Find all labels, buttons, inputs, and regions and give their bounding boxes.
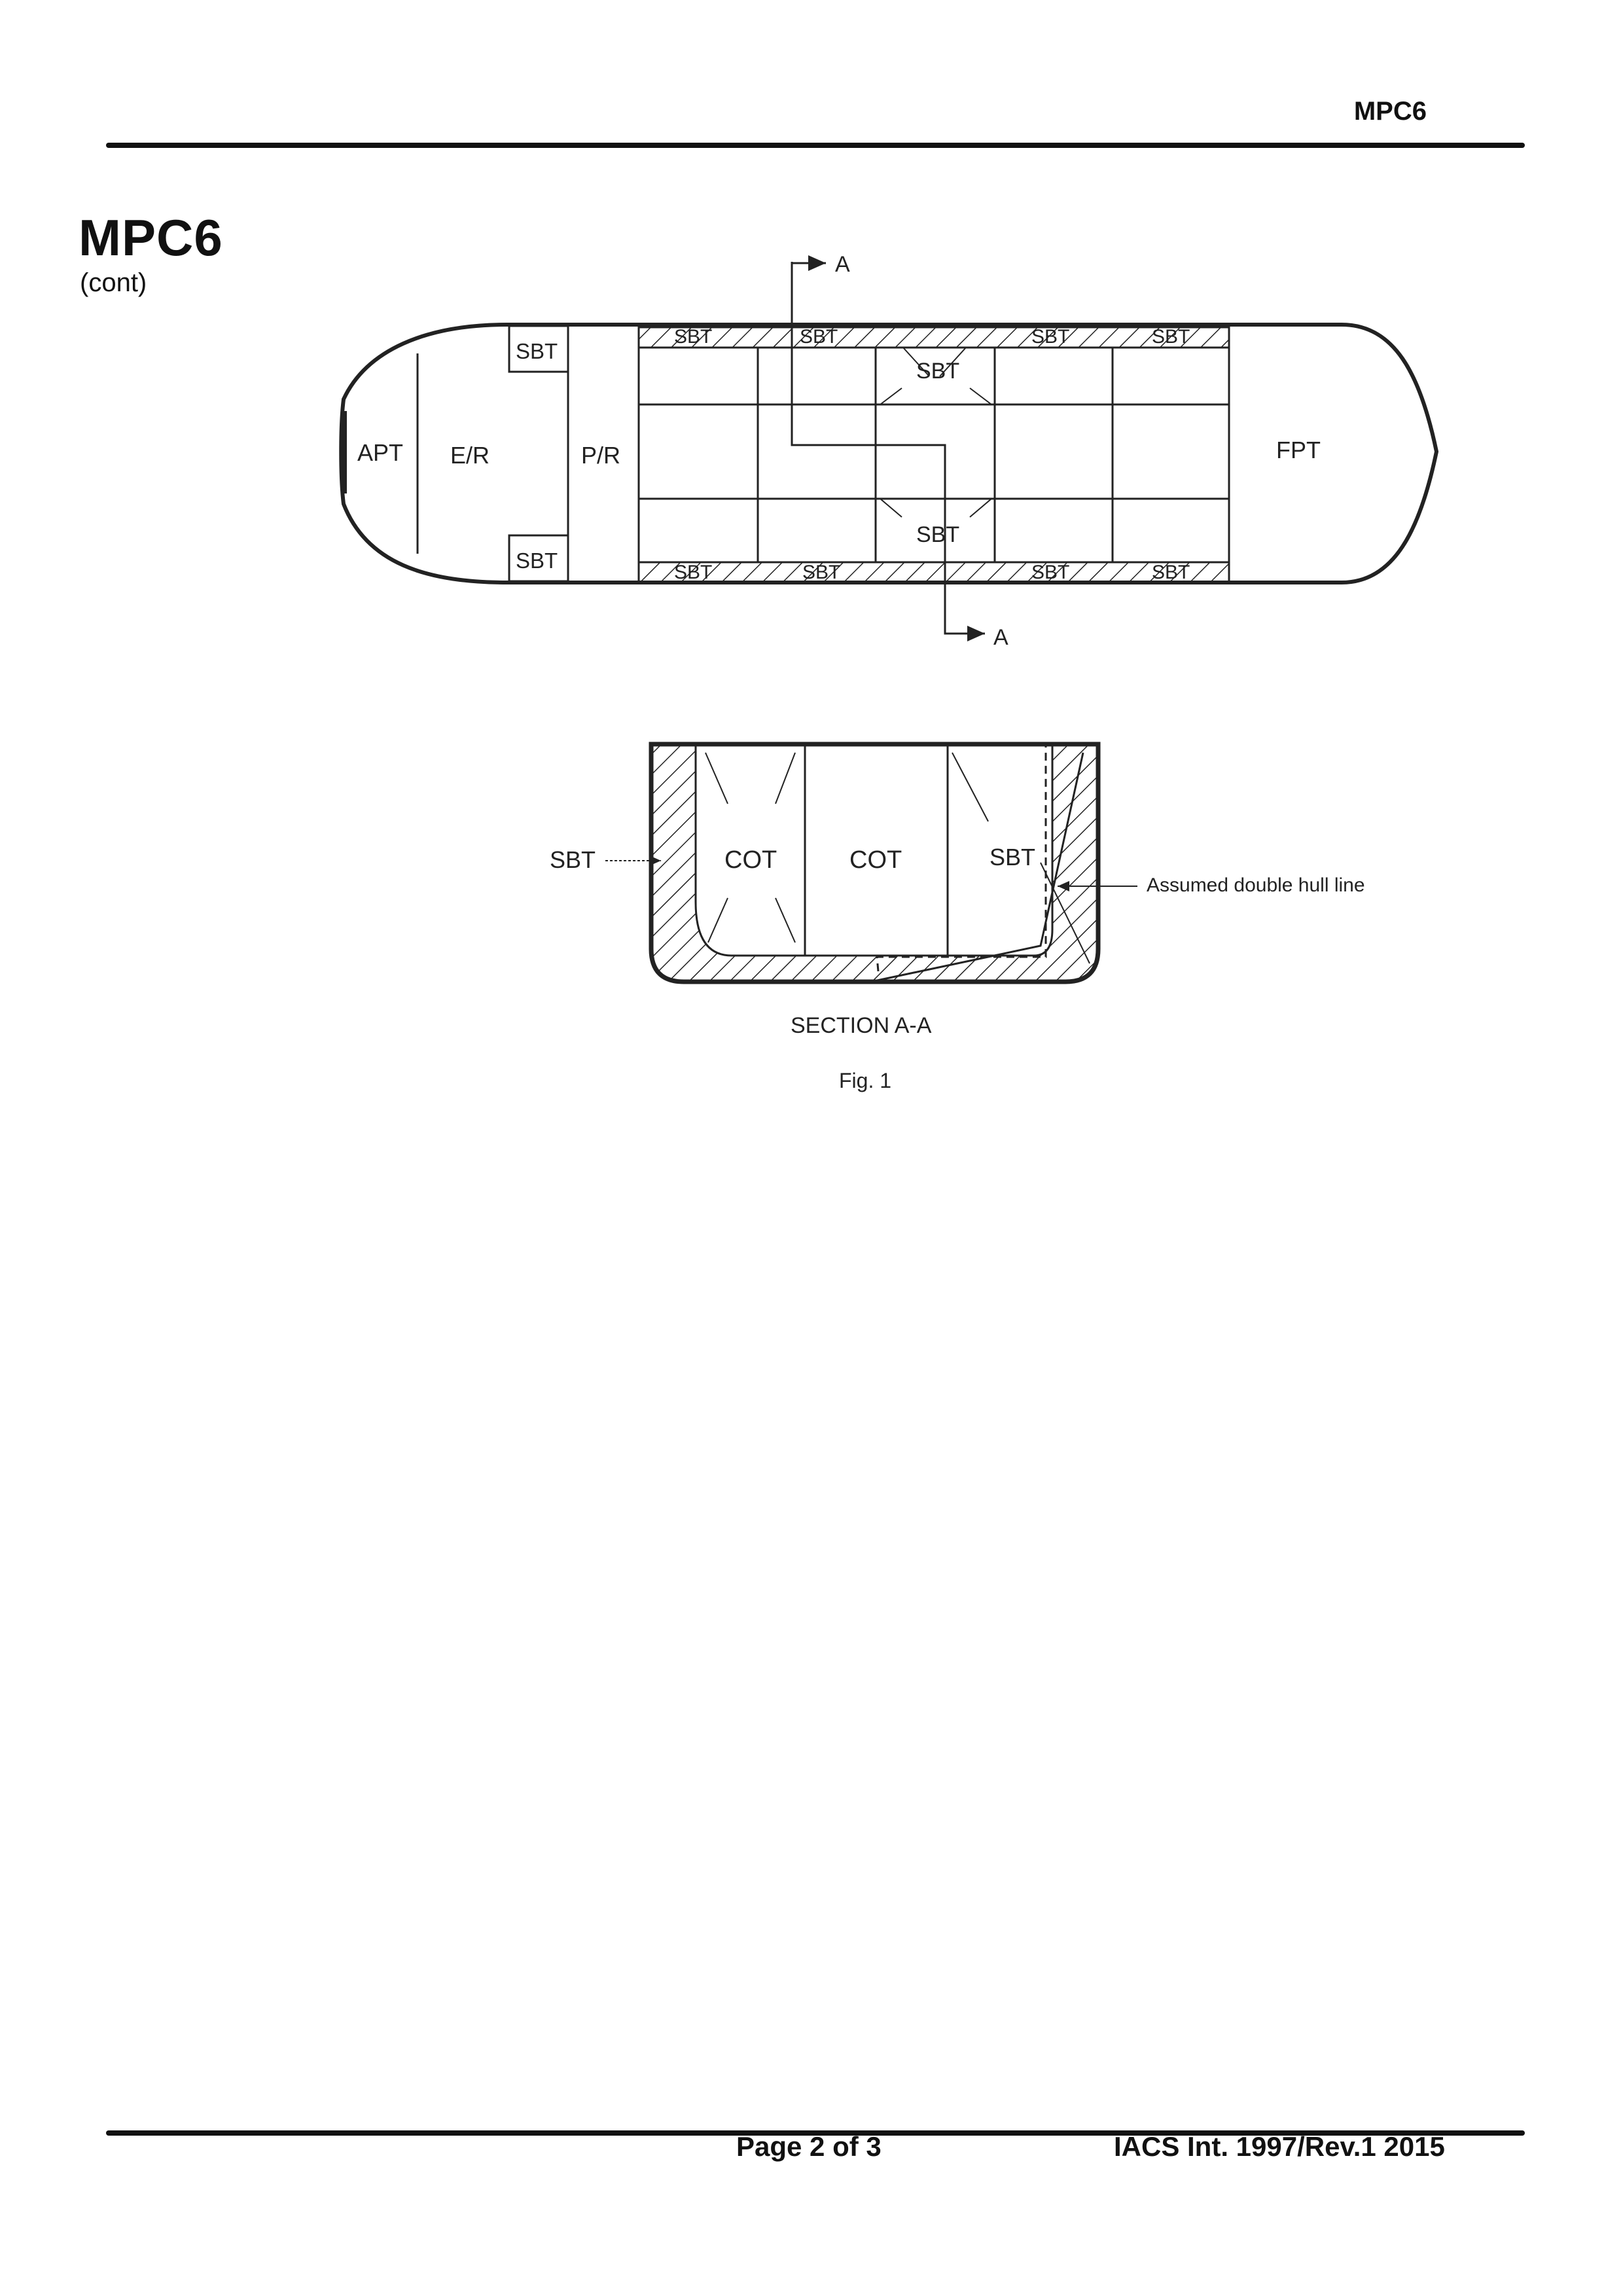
sbt-strip-bottom [639,562,1229,583]
label-apt: APT [357,439,404,466]
section-label-sbt-right: SBT [990,844,1036,870]
section-marker-bottom: A [993,625,1008,650]
header-document-code: MPC6 [1353,97,1427,126]
label-sbt-centre-top: SBT [916,359,960,384]
section-label-sbt-left: SBT [550,846,596,873]
label-sbt-bottom-4: SBT [1152,562,1190,583]
label-sbt-top-1: SBT [674,326,713,348]
figure-caption: Fig. 1 [839,1069,892,1092]
label-sbt-top-4: SBT [1152,326,1190,348]
hull-outline [341,325,1436,583]
label-engine-room: E/R [450,442,490,469]
label-sbt-bottom-1: SBT [674,562,713,583]
sbt-strip-top [639,327,1229,348]
label-sbt-aft-bottom: SBT [516,548,558,573]
section-continued-label: (cont) [80,268,147,297]
section-label-cot-1: COT [724,846,777,874]
label-sbt-centre-bottom: SBT [916,522,960,547]
section-title: MPC6 [79,209,223,266]
label-pump-room: P/R [581,442,621,469]
section-marker-top: A [835,252,850,277]
label-sbt-aft-top: SBT [516,339,558,363]
label-sbt-bottom-2: SBT [802,562,841,583]
ship-plan-view [341,262,1436,634]
section-caption: SECTION A-A [791,1013,932,1038]
label-sbt-bottom-3: SBT [1031,562,1070,583]
label-sbt-top-2: SBT [800,326,838,348]
footer-page-number: Page 2 of 3 [736,2131,882,2162]
label-fpt: FPT [1276,437,1321,463]
footer-reference: IACS Int. 1997/Rev.1 2015 [1114,2131,1445,2162]
section-label-cot-2: COT [849,846,902,874]
label-sbt-top-3: SBT [1031,326,1070,348]
double-hull-note: Assumed double hull line [1147,874,1365,896]
